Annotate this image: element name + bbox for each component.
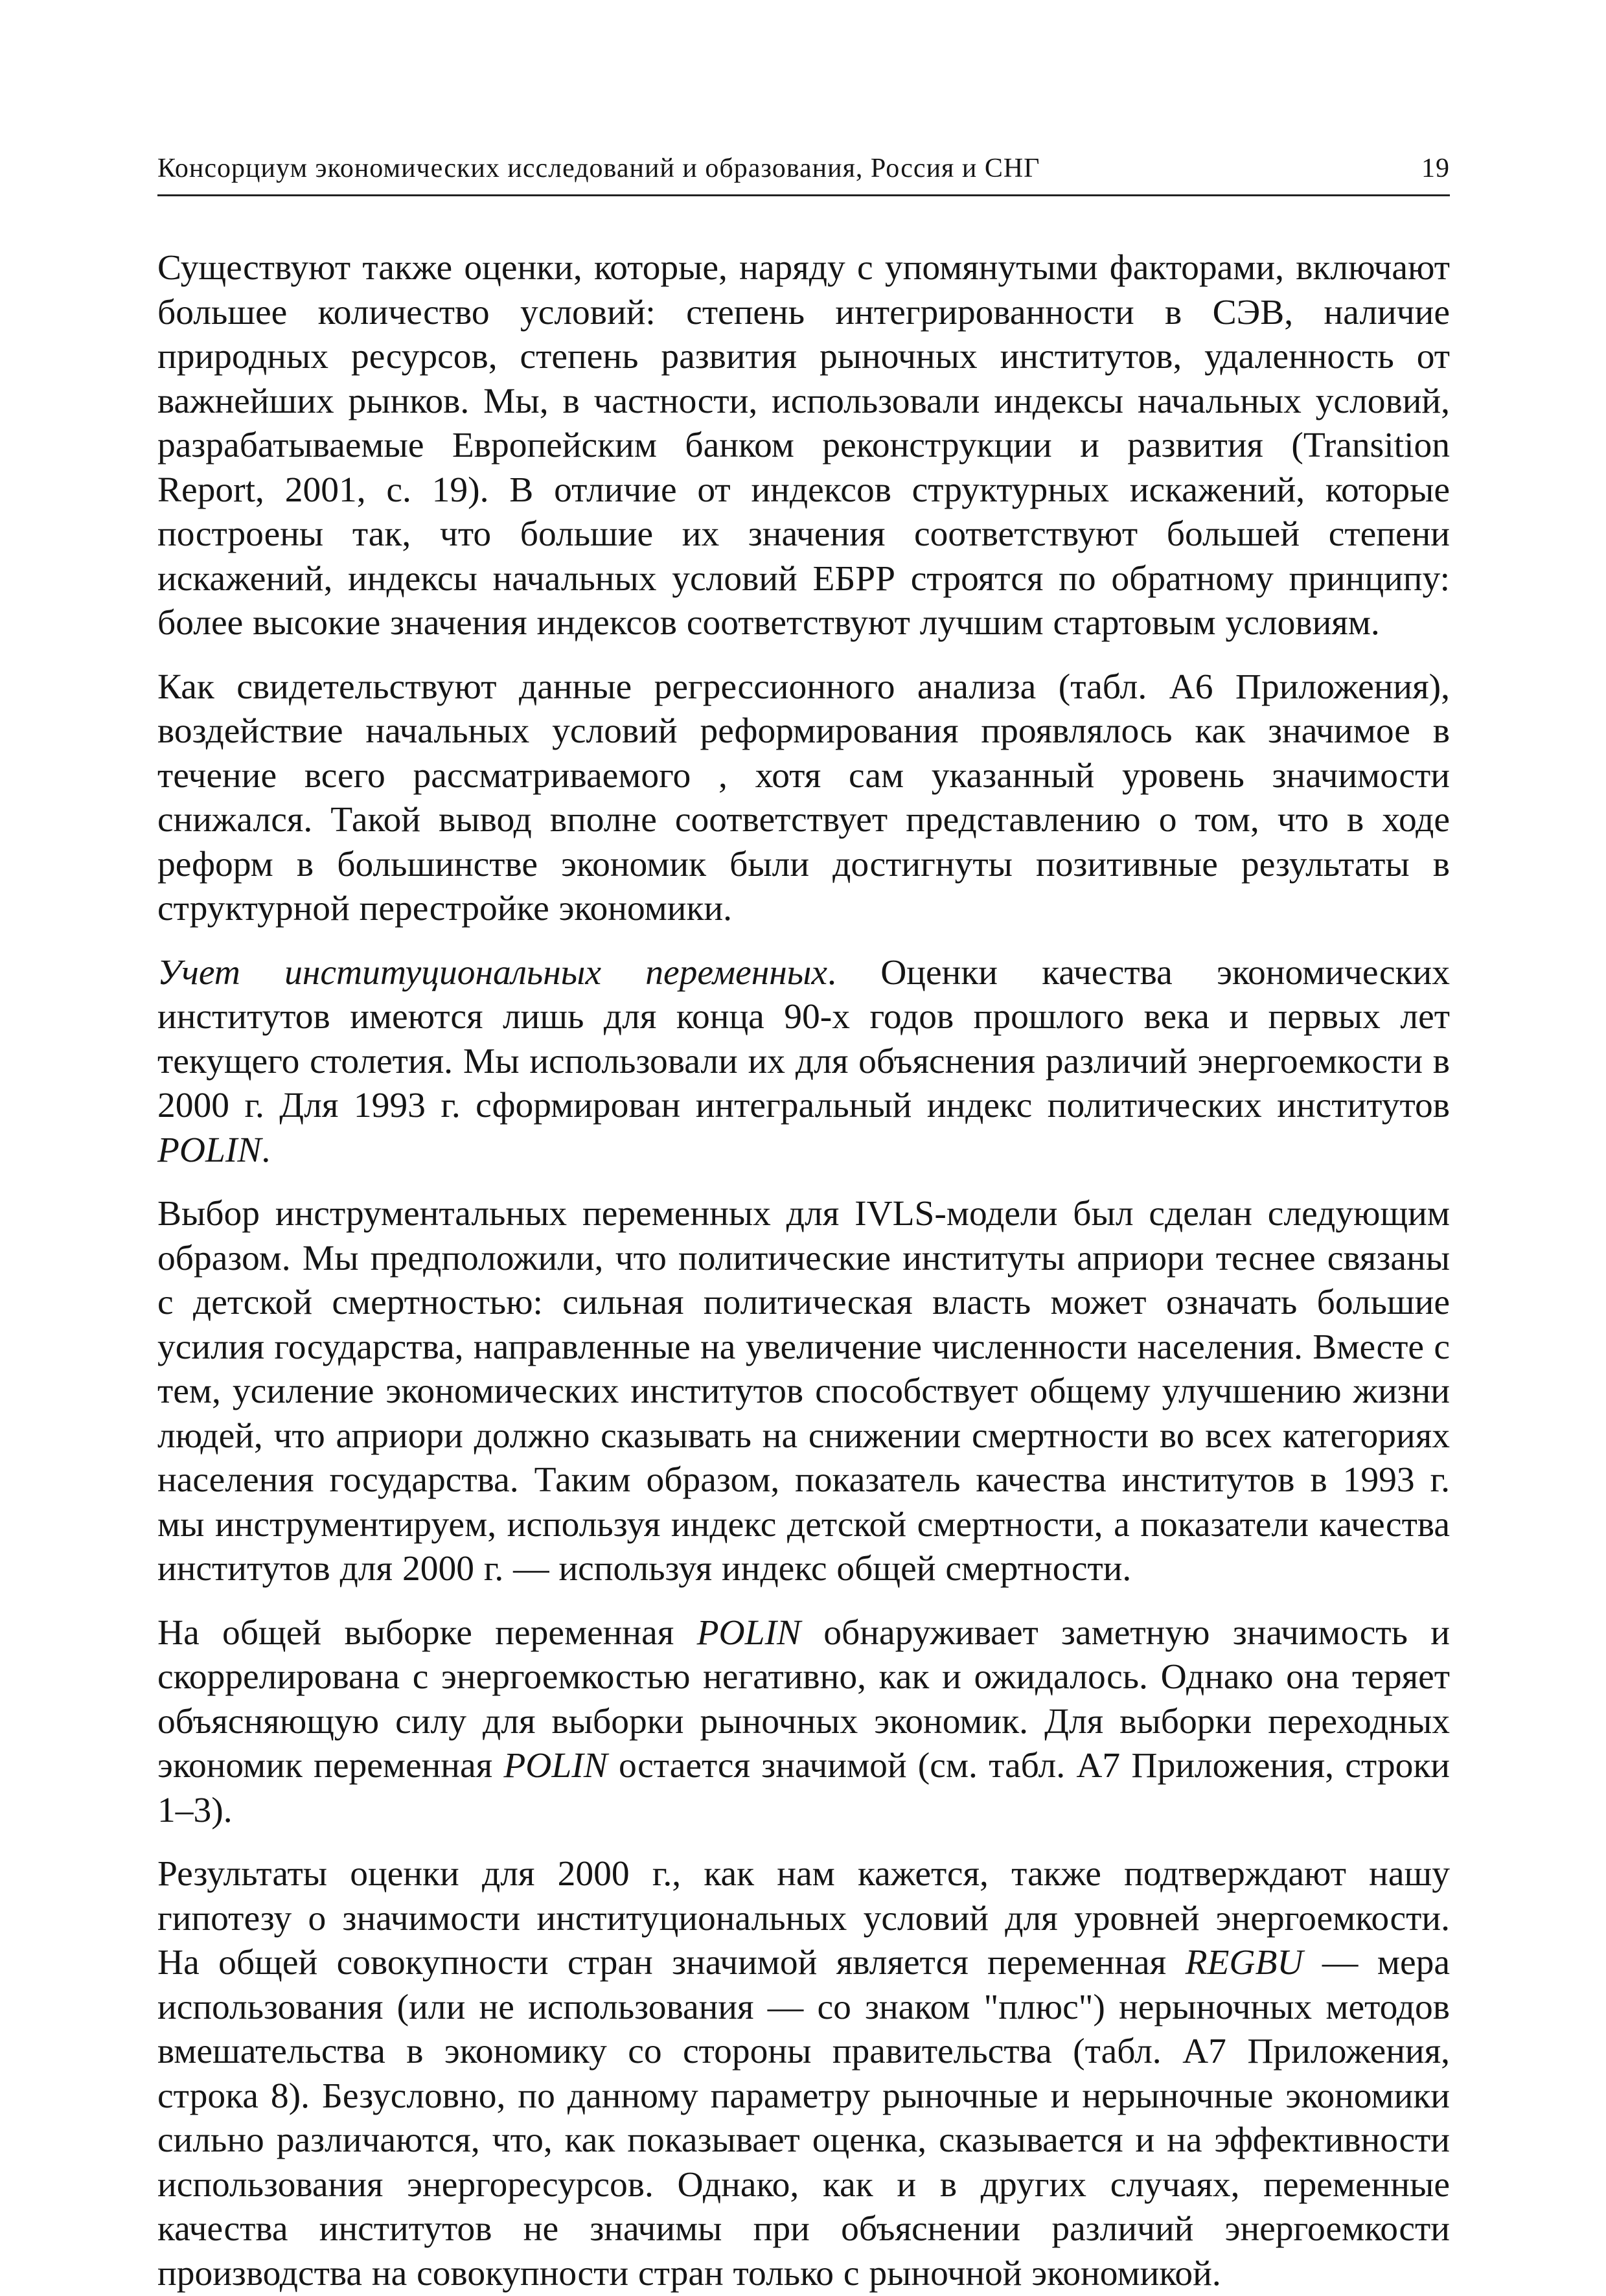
variable-name: POLIN: [157, 1130, 262, 1170]
body-text: [157, 246, 1450, 2296]
paragraph-text: . Оценки качества экономических институтов имеются лишь для конца 90-х годов прошлого века и первых лет текущего столетия. Мы использовали их для объяснения различий энергоемкости в 2000 г. Для 1993 г. сформирован интегральный индекс политических институтов: [157, 952, 1450, 1125]
paragraph-polin-results: [157, 1611, 1450, 1833]
variable-name: REGBU: [1185, 1943, 1303, 1982]
paragraph-text-end: остается значимой (см. табл. А7 Приложения, строки 1–3).: [157, 1746, 1450, 1830]
variable-name: POLIN: [696, 1613, 801, 1653]
paragraph-text-end: — мера использования (или не использования — со знаком "плюс") нерыночных методов вмешательства в экономику со стороны правительства (табл. А7 Приложения, строка 8). Безусловно, по данному параметру рыночные и нерыночные экономики сильно различаются, что, как показывает оценка, сказывается и на эффективности использования энергоресурсов. Однако, как и в других случаях, переменные качества институтов не значимы при объяснении различий энергоемкости производства на совокупности стран только с рыночной экономикой.: [157, 1943, 1450, 2293]
running-header: [157, 149, 1450, 196]
paragraph-initial-conditions-indices: Существуют также оценки, которые, наряду с упомянутыми факторами, включают большее количество условий: степень интегрированности в СЭВ, наличие природных ресурсов, степень развития рыночных институтов, удаленность от важнейших рынков. Мы, в частности, использовали индексы начальных условий, разрабатываемые Европейским банком реконструкции и развития (Transition Report, 2001, с. 19). В отличие от индексов структурных искажений, которые построены так, что большие их значения соответствуют большей степени искажений, индексы начальных условий ЕБРР строятся по обратному принципу: более высокие значения индексов соответствуют лучшим стартовым условиям.: [157, 248, 1450, 643]
paragraph-text: Результаты оценки для 2000 г., как нам кажется, также подтверждают нашу гипотезу о значимости институциональных условий для уровней энергоемкости. На общей совокупности стран значимой является переменная: [157, 1854, 1450, 1982]
paragraph-institutional-variables: [157, 951, 1450, 1173]
paragraph-2000-results: [157, 1852, 1450, 2296]
paragraph-instrumental-variables: Выбор инструментальных переменных для IVLS-модели был сделан следующим образом. Мы предположили, что политические институты априори теснее связаны с детской смертностью: сильная политическая власть может означать большие усилия государства, направленные на увеличение численности населения. Вместе с тем, усиление экономических институтов способствует общему улучшению жизни людей, что априори должно сказывать на снижении смертности во всех категориях населения государства. Таким образом, показатель качества институтов в 1993 г. мы инструментируем, используя индекс детской смертности, а показатели качества институтов для 2000 г. — используя индекс общей смертности.: [157, 1194, 1450, 1589]
paragraph-regression-results: Как свидетельствуют данные регрессионного анализа (табл. А6 Приложения), воздействие начальных условий реформирования проявлялось как значимое в течение всего рассматриваемого , хотя сам указанный уровень значимости снижался. Такой вывод вполне соответствует представлению о том, что в ходе реформ в большинстве экономик были достигнуты позитивные результаты в структурной перестройке экономики.: [157, 667, 1450, 928]
header-title: Консорциум экономических исследований и образования, Россия и СНГ: [157, 154, 1040, 183]
paragraph-text-end: .: [261, 1130, 271, 1170]
section-lead-italic: Учет институциональных переменных: [157, 952, 827, 993]
variable-name: POLIN: [503, 1746, 608, 1785]
paragraph-text: обнаруживает заметную значимость и скоррелирована с энергоемкостью негативно, как и ожидалось. Однако она теряет объясняющую силу для выборки рыночных экономик. Для выборки переходных экономик переменная: [157, 1613, 1450, 1785]
page-number: 19: [1421, 154, 1450, 183]
paragraph-text: На общей выборке переменная: [157, 1613, 697, 1653]
